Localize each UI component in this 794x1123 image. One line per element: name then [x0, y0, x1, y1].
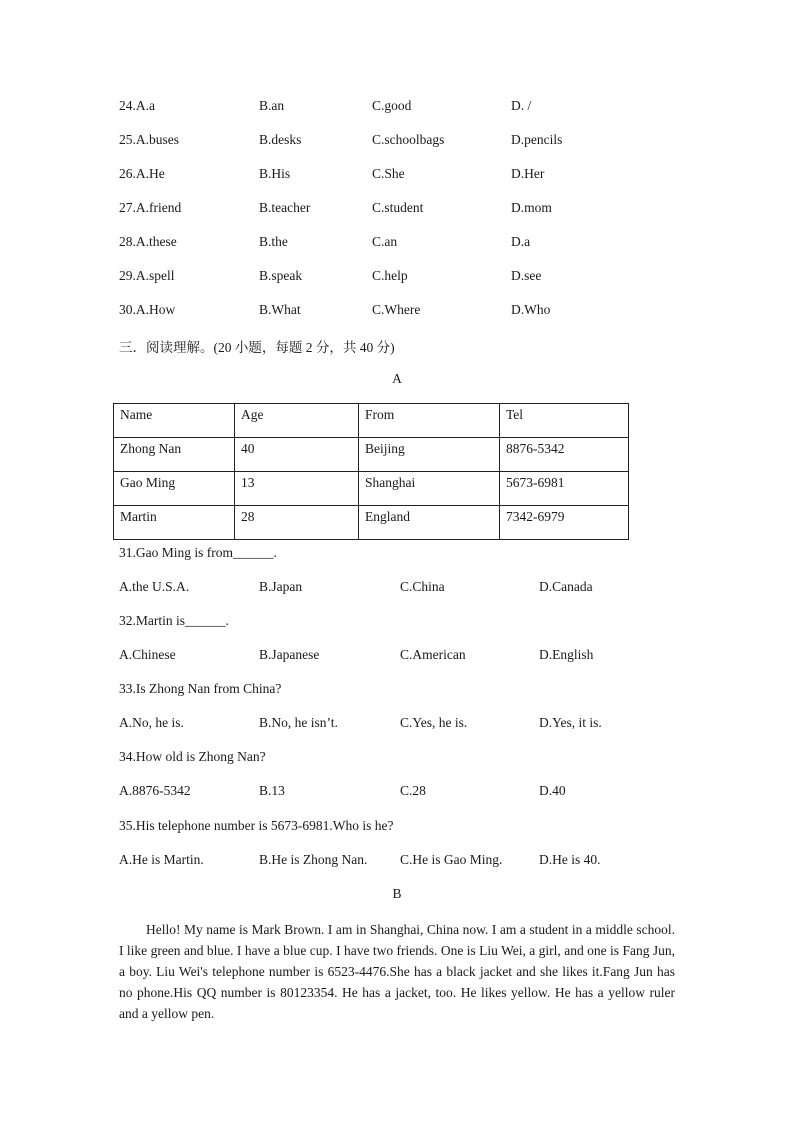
option-d: D.Canada [539, 579, 593, 594]
table-row [114, 438, 629, 472]
question-row [119, 166, 679, 186]
option-b: B.Japan [259, 579, 303, 594]
table-header-cell: Tel [500, 404, 629, 438]
option-b: B.the [259, 234, 288, 249]
option-b: B.Japanese [259, 647, 320, 662]
table-row [114, 506, 629, 540]
section-heading: 三．阅读理解。(20 小题，每题 2 分，共 40 分) [119, 340, 395, 355]
option-d: D.pencils [511, 132, 563, 147]
option-c: C.She [372, 166, 405, 181]
passage-b-label: B [392, 886, 402, 901]
question-row [119, 783, 679, 803]
option-a: A.Chinese [119, 647, 176, 662]
table-cell: Beijing [359, 438, 500, 472]
option-a: 28.A.these [119, 234, 177, 249]
question-stem: 32.Martin is______. [119, 613, 229, 628]
option-b: B.What [259, 302, 301, 317]
option-c: C.28 [400, 783, 426, 798]
table-header-cell: From [359, 404, 500, 438]
option-d: D.40 [539, 783, 566, 798]
question-row [119, 234, 679, 254]
question-stem: 33.Is Zhong Nan from China? [119, 681, 282, 696]
option-c: C.good [372, 98, 412, 113]
table-cell: Zhong Nan [114, 438, 235, 472]
table-header-row [114, 404, 629, 438]
option-a: 27.A.friend [119, 200, 182, 215]
option-d: D.English [539, 647, 594, 662]
passage-b-text: Hello! My name is Mark Brown. I am in Shanghai, China now. I am a student in a middle school. I like green and blue. I have a blue cup. I have two friends. One is Liu Wei, a girl, and one is Fang Jun, a boy. Liu Wei's telephone number is 6523-4476.She has a black jacket and she likes it.Fang Jun has no phone.His QQ number is 80123354. He has a jacket, too. He likes yellow. He has a yellow ruler and a yellow pen. [119, 922, 675, 1021]
table-cell: England [359, 506, 500, 540]
option-d: D.Her [511, 166, 545, 181]
table-header-cell: Name [114, 404, 235, 438]
passage-a-label: A [392, 371, 402, 386]
option-c: C.He is Gao Ming. [400, 852, 503, 867]
option-a: 26.A.He [119, 166, 165, 181]
option-c: C.schoolbags [372, 132, 445, 147]
option-b: B.an [259, 98, 285, 113]
option-c: C.Where [372, 302, 421, 317]
table-cell: Martin [114, 506, 235, 540]
option-d: D.He is 40. [539, 852, 601, 867]
question-row [119, 852, 679, 872]
option-a: 24.A.a [119, 98, 155, 113]
question-stem: 35.His telephone number is 5673-6981.Who is he? [119, 818, 394, 833]
option-c: C.China [400, 579, 445, 594]
table-cell: 13 [235, 472, 359, 506]
question-row [119, 268, 679, 288]
question-row [119, 647, 679, 667]
option-a: A.He is Martin. [119, 852, 204, 867]
option-b: B.desks [259, 132, 302, 147]
option-d: D.a [511, 234, 531, 249]
option-b: B.No, he isn’t. [259, 715, 338, 730]
option-b: B.13 [259, 783, 285, 798]
option-b: B.His [259, 166, 291, 181]
info-table [113, 403, 629, 540]
option-b: B.He is Zhong Nan. [259, 852, 368, 867]
option-a: 30.A.How [119, 302, 176, 317]
table-cell: 7342-6979 [500, 506, 629, 540]
table-cell: Shanghai [359, 472, 500, 506]
option-a: A.the U.S.A. [119, 579, 190, 594]
table-header-cell: Age [235, 404, 359, 438]
option-d: D.Who [511, 302, 551, 317]
option-d: D.Yes, it is. [539, 715, 602, 730]
table-cell: 8876-5342 [500, 438, 629, 472]
question-row [119, 579, 679, 599]
option-b: B.speak [259, 268, 303, 283]
table-row [114, 472, 629, 506]
option-a: A.8876-5342 [119, 783, 191, 798]
option-d: D.see [511, 268, 542, 283]
question-stem: 34.How old is Zhong Nan? [119, 749, 266, 764]
option-c: C.American [400, 647, 466, 662]
option-d: D.mom [511, 200, 552, 215]
question-row [119, 302, 679, 322]
option-a: A.No, he is. [119, 715, 184, 730]
question-row [119, 200, 679, 220]
question-row [119, 132, 679, 152]
table-cell: 40 [235, 438, 359, 472]
option-a: 25.A.buses [119, 132, 179, 147]
question-stem: 31.Gao Ming is from______. [119, 545, 277, 560]
option-c: C.an [372, 234, 398, 249]
table-cell: 28 [235, 506, 359, 540]
option-a: 29.A.spell [119, 268, 175, 283]
option-c: C.help [372, 268, 408, 283]
option-c: C.student [372, 200, 424, 215]
option-b: B.teacher [259, 200, 311, 215]
option-c: C.Yes, he is. [400, 715, 468, 730]
table-cell: Gao Ming [114, 472, 235, 506]
question-row [119, 715, 679, 735]
table-cell: 5673-6981 [500, 472, 629, 506]
question-row [119, 98, 679, 118]
option-d: D. / [511, 98, 532, 113]
